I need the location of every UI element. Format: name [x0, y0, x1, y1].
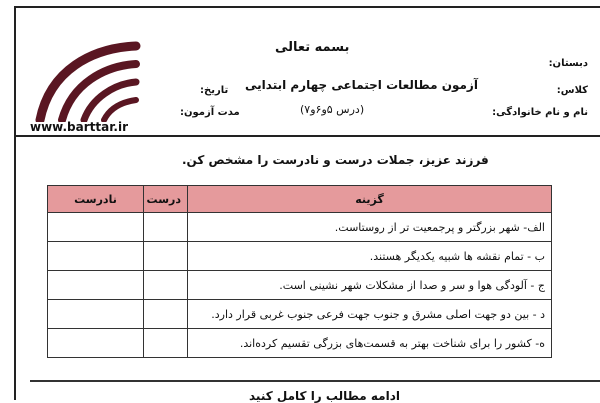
duration-label: مدت آزمون: — [180, 107, 240, 118]
true-answer-cell[interactable] — [144, 242, 188, 271]
statement-cell: ه- کشور را برای شناخت بهتر به قسمت‌های بزرگی تقسیم کرده‌اند. — [188, 329, 552, 358]
class-label: کلاس: — [556, 85, 588, 96]
date-label: تاریخ: — [200, 85, 229, 96]
lessons-label: (درس ۵و۶و۷) — [300, 103, 365, 116]
header-false: نادرست — [48, 186, 144, 213]
true-answer-cell[interactable] — [144, 300, 188, 329]
statement-cell: د - بین دو جهت اصلی مشرق و جنوب جهت فرعی جنوب غربی قرار دارد. — [188, 300, 552, 329]
section-divider — [30, 380, 600, 382]
header-divider — [14, 135, 600, 137]
next-section-text: ادامه مطالب را کامل کنید — [249, 389, 400, 403]
header-option: گزینه — [188, 186, 552, 213]
logo-icon — [32, 40, 142, 122]
false-answer-cell[interactable] — [48, 213, 144, 242]
table-row — [48, 300, 552, 329]
statement-cell: ج - آلودگی هوا و سر و صدا از مشکلات شهر نشینی است. — [188, 271, 552, 300]
table-row — [48, 271, 552, 300]
bismillah: بسمه تعالی — [275, 40, 350, 55]
statement-cell: ب - تمام نقشه ها شبیه یکدیگر هستند. — [188, 242, 552, 271]
statement-cell: الف- شهر بزرگتر و پرجمعیت تر از روستاست. — [188, 213, 552, 242]
header-true: درست — [144, 186, 188, 213]
table-row — [48, 242, 552, 271]
table-row — [48, 329, 552, 358]
true-answer-cell[interactable] — [144, 329, 188, 358]
true-answer-cell[interactable] — [144, 213, 188, 242]
instruction-text: فرزند عزیز، جملات درست و نادرست را مشخص کن. — [182, 153, 489, 167]
questions-table — [47, 185, 552, 358]
false-answer-cell[interactable] — [48, 329, 144, 358]
table-row — [48, 213, 552, 242]
table-header-row — [48, 186, 552, 213]
exam-title: آزمون مطالعات اجتماعی چهارم ابتدایی — [245, 78, 478, 92]
school-label: دبستان: — [548, 58, 588, 69]
false-answer-cell[interactable] — [48, 242, 144, 271]
false-answer-cell[interactable] — [48, 271, 144, 300]
true-answer-cell[interactable] — [144, 271, 188, 300]
name-label: نام و نام خانوادگی: — [492, 107, 588, 118]
false-answer-cell[interactable] — [48, 300, 144, 329]
website-link[interactable]: www.barttar.ir — [30, 120, 129, 134]
